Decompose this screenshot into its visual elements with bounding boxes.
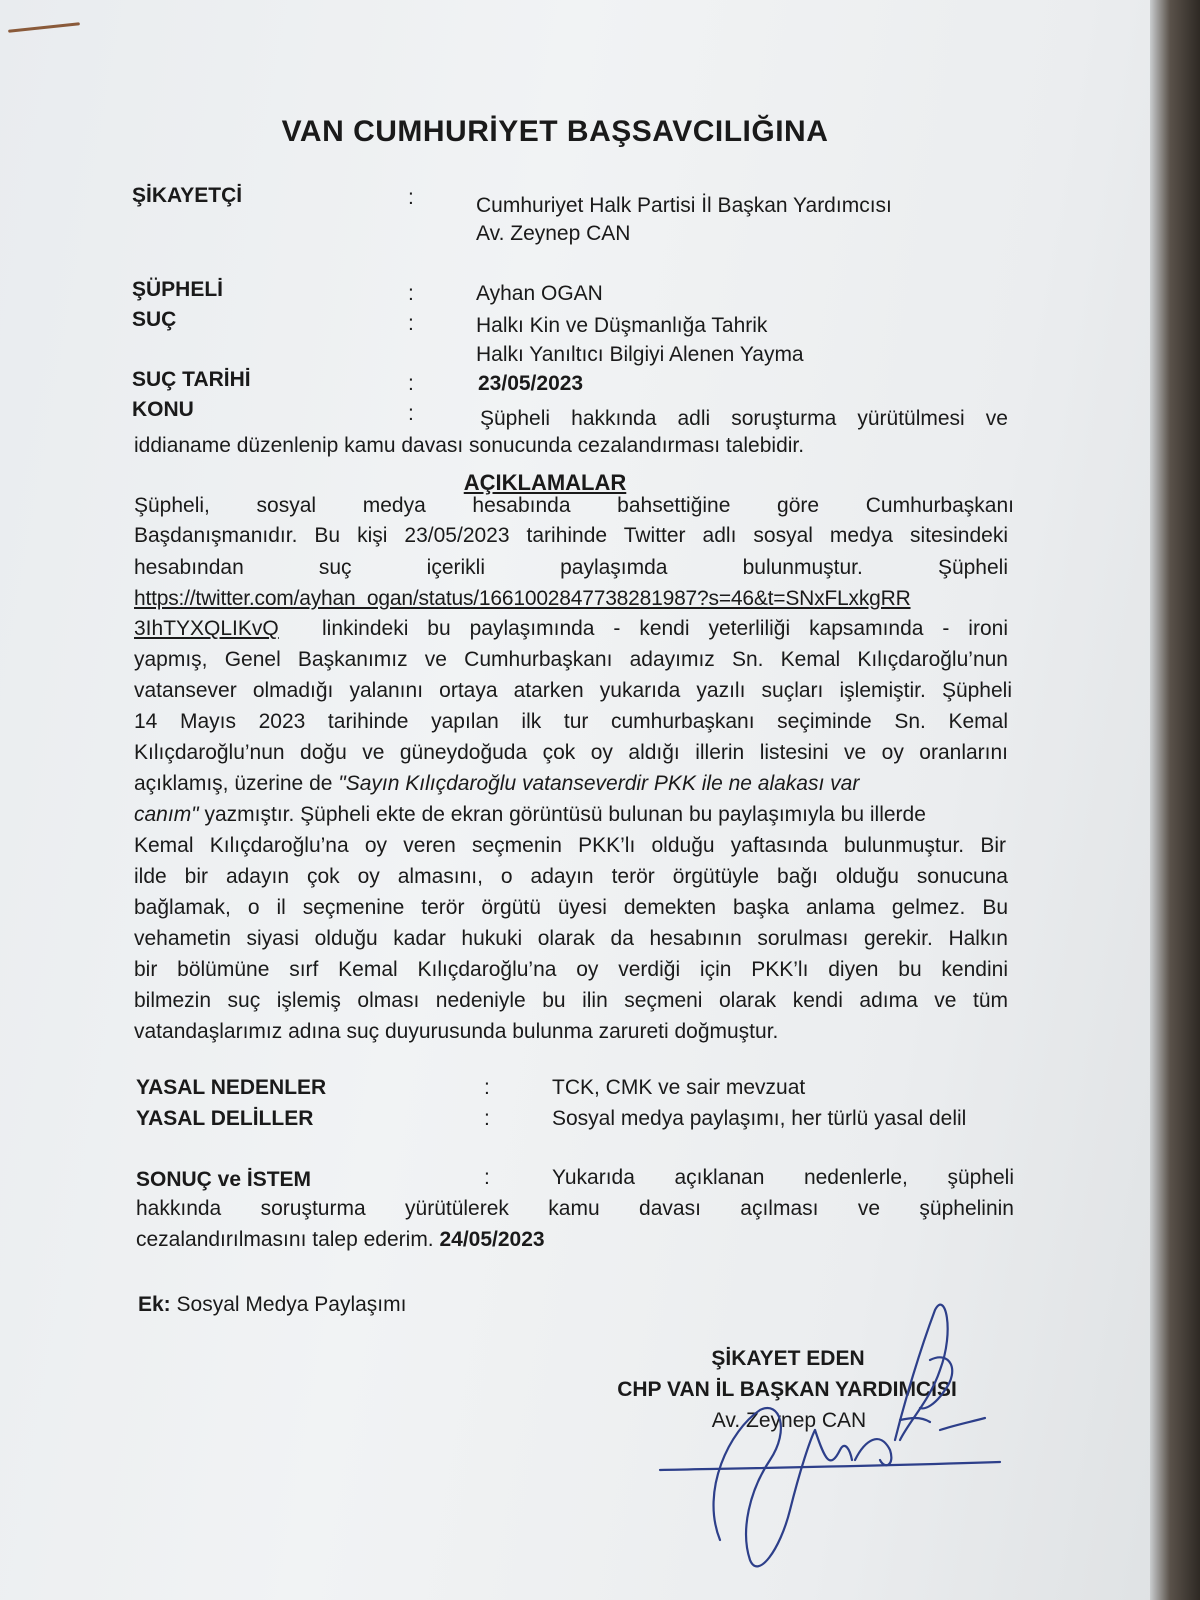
colon: : — [484, 1166, 490, 1189]
body-line: hesabından suç içerikli paylaşımda bulunmuştur. Şüpheli — [134, 556, 1008, 579]
tweet-quote: "Sayın Kılıçdaroğlu vatanseverdir PKK ile ne alakası var — [338, 772, 860, 795]
table-background — [1150, 0, 1200, 1600]
pencil-mark — [8, 22, 80, 33]
signature-name: Av. Zeynep CAN — [711, 1409, 867, 1432]
colon: : — [484, 1107, 490, 1130]
aciklamalar-heading: AÇIKLAMALAR — [463, 470, 627, 495]
sonuc-date: 24/05/2023 — [439, 1228, 545, 1251]
sikayetci-value: Cumhuriyet Halk Partisi İl Başkan Yardımcısı — [476, 194, 892, 217]
tweet-link-part1[interactable]: https://twitter.com/ayhan_ogan/status/1661002847738281987?s=46&t=SNxFLxkgRR — [134, 587, 911, 610]
tweet-quote-end: canım" — [134, 803, 199, 826]
sonuc-text: cezalandırılmasını talep ederim. — [136, 1228, 434, 1251]
signature-title: ŞİKAYET EDEN — [711, 1347, 865, 1370]
suc-value-2: Halkı Yanıltıcı Bilgiyi Alenen Yayma — [476, 343, 804, 366]
body-line: vatansever olmadığı yalanını ortaya atarken yukarıda yazılı suçları işlemiştir. Şüpheli — [134, 679, 1012, 702]
colon: : — [408, 282, 414, 305]
body-line: yapmış, Genel Başkanımız ve Cumhurbaşkanı adayımız Sn. Kemal Kılıçdaroğlu’nun — [134, 648, 1008, 671]
yasal-deliller-label: YASAL DELİLLER — [136, 1107, 314, 1130]
konu-value-1: Şüpheli hakkında adli soruşturma yürütülmesi ve — [480, 407, 1008, 430]
konu-label: KONU — [132, 398, 194, 421]
konu-value-2: iddianame düzenlenip kamu davası sonucunda cezalandırması talebidir. — [134, 434, 805, 457]
body-text: yazmıştır. Şüpheli ekte de ekran görüntüsü bulunan bu paylaşımıyla bu illerde — [198, 803, 926, 826]
supheli-label: ŞÜPHELİ — [132, 278, 224, 301]
tweet-link-part2[interactable]: 3IhTYXQLIKvQ — [134, 617, 279, 640]
body-line: linkindeki bu paylaşımında - kendi yeterliliği kapsamında - ironi — [322, 617, 1008, 640]
suc-tarihi-value: 23/05/2023 — [478, 372, 584, 395]
body-line: bağlamak, o il seçmenine terör örgütü üyesi demekten başka anlama gelmez. Bu — [134, 896, 1008, 919]
sonuc-label: SONUÇ ve İSTEM — [136, 1168, 312, 1191]
body-line: vehametin siyasi olduğu kadar hukuki olarak da hesabının sorulması gerekir. Halkın — [134, 927, 1008, 950]
body-line: Şüpheli, sosyal medya hesabında bahsettiğine göre Cumhurbaşkanı — [134, 494, 1014, 517]
sonuc-line-last — [136, 1228, 545, 1252]
body-line: Kemal Kılıçdaroğlu’na oy veren seçmenin PKK’lı olduğu yaftasında bulunmuştur. Bir — [134, 834, 1006, 857]
colon: : — [408, 372, 414, 395]
body-line-with-quote — [134, 772, 859, 796]
sonuc-line: hakkında soruşturma yürütülerek kamu davası açılması ve şüphelinin — [136, 1197, 1014, 1220]
body-line: bilmezin suç işlemiş olması nedeniyle bu ilin seçmeni olarak kendi adıma ve tüm — [134, 989, 1008, 1012]
body-line: 14 Mayıs 2023 tarihinde yapılan ilk tur cumhurbaşkanı seçiminde Sn. Kemal — [134, 710, 1008, 733]
yasal-nedenler-value: TCK, CMK ve sair mevzuat — [552, 1076, 806, 1099]
body-line-last: vatandaşlarımız adına suç duyurusunda bulunma zarureti doğmuştur. — [134, 1020, 779, 1043]
handwritten-signature — [640, 1290, 1020, 1590]
body-line: Kılıçdaroğlu’nun doğu ve güneydoğuda çok oy aldığı illerin listesini ve oy oranlarını — [134, 741, 1008, 764]
body-line: Başdanışmanıdır. Bu kişi 23/05/2023 tarihinde Twitter adlı sosyal medya sitesindeki — [134, 524, 1008, 547]
body-line-with-quote — [134, 803, 926, 827]
colon: : — [408, 312, 414, 335]
colon: : — [408, 186, 414, 209]
suc-tarihi-label: SUÇ TARİHİ — [132, 368, 251, 391]
signature-role: CHP VAN İL BAŞKAN YARDIMCISI — [617, 1378, 957, 1401]
yasal-deliller-value: Sosyal medya paylaşımı, her türlü yasal delil — [552, 1107, 967, 1130]
body-line: ilde bir adayın çok oy almasını, o adayın terör örgütüyle bağı olduğu sonucuna — [134, 865, 1008, 888]
colon: : — [408, 402, 414, 425]
sikayetci-label: ŞİKAYETÇİ — [132, 184, 243, 207]
suc-label: SUÇ — [132, 308, 177, 331]
supheli-value: Ayhan OGAN — [476, 282, 603, 305]
suc-value-1: Halkı Kin ve Düşmanlığa Tahrik — [476, 314, 768, 337]
body-line: bir bölümüne sırf Kemal Kılıçdaroğlu’na oy verdiği için PKK’lı diyen bu kendini — [134, 958, 1008, 981]
colon: : — [484, 1076, 490, 1099]
sikayetci-name: Av. Zeynep CAN — [476, 222, 631, 245]
ek-label: Ek: — [138, 1293, 171, 1316]
ek-line — [138, 1293, 406, 1317]
sonuc-line: Yukarıda açıklanan nedenlerle, şüpheli — [552, 1166, 1014, 1189]
body-text: açıklamış, üzerine de — [134, 772, 339, 795]
ek-value: Sosyal Medya Paylaşımı — [176, 1293, 407, 1316]
yasal-nedenler-label: YASAL NEDENLER — [136, 1076, 327, 1099]
document-title: VAN CUMHURİYET BAŞSAVCILIĞINA — [281, 115, 829, 148]
